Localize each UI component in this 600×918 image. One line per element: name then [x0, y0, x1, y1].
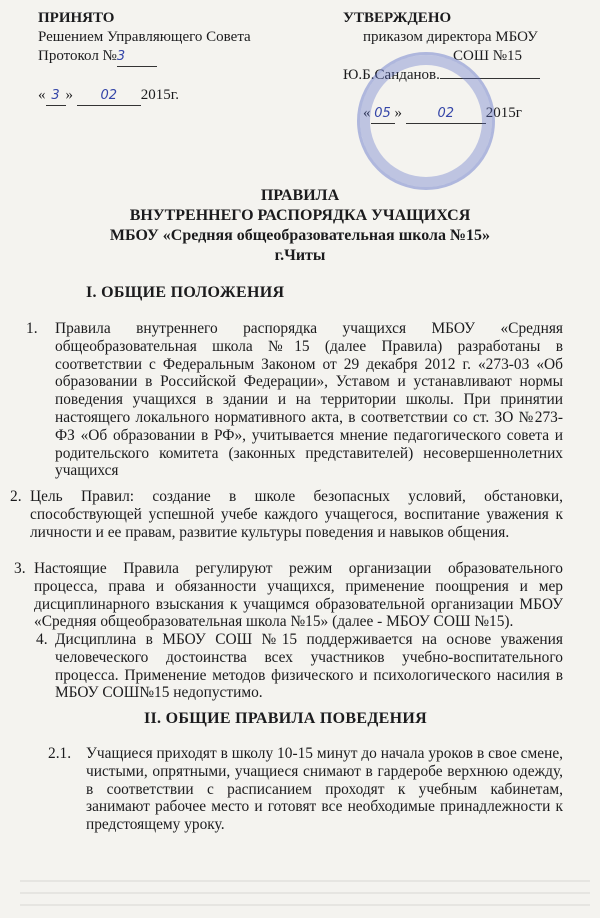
accepted-heading: ПРИНЯТО — [38, 10, 115, 26]
date-quote-open: « — [38, 87, 46, 103]
section-1-item-1: Правила внутреннего распорядка учащихся МБОУ «Средняя общеобразовательная школа №15 (далее Правила) разработаны в соответствии с Федеральным Законом от 29 декабря 2012 г. «273-03 «Об образовании в Российской Федерации», Уставом и устанавливают нормы поведения учащихся в здании и на территории школы. При принятии настоящего локального нормативного акта, в соответствии со ст. ЗО №273- ФЗ «Об образовании в РФ», учитывается мнение педагогического совета и родительского комитета (законных представителей) несовершеннолетних учащихся — [55, 320, 563, 480]
protocol-line — [38, 47, 251, 67]
bleed-through-text — [20, 880, 590, 910]
doc-title-line3: МБОУ «Средняя общеобразовательная школа №15» — [109, 227, 491, 244]
council-decision-line: Решением Управляющего Совета — [38, 29, 251, 45]
stamp-seal-icon — [357, 52, 495, 190]
section-2-item-1: Учащиеся приходят в школу 10-15 минут до начала уроков в свое смене, чистыми, опрятными, учащиеся снимают в гардеробе верхнюю одежду, в соответствии с расписанием проходят к учебным кабинетам, занимают рабочее место и готовят все необходимые принадлежности к предстоящему уроку. — [86, 745, 563, 834]
protocol-label: Протокол № — [38, 48, 117, 64]
accepted-month: 02 — [77, 86, 141, 106]
item-number: 2. — [10, 488, 22, 505]
item-number: 3. — [14, 560, 26, 577]
protocol-number: 3 — [117, 47, 157, 67]
section-1-heading: I. ОБЩИЕ ПОЛОЖЕНИЯ — [86, 284, 285, 301]
approved-heading: УТВЕРЖДЕНО — [343, 10, 452, 26]
date-quote-open: « — [363, 105, 371, 121]
accepted-day: 3 — [46, 86, 66, 106]
approved-day: 05 — [371, 104, 395, 124]
doc-title-line4: г.Читы — [274, 247, 326, 264]
doc-title-line2: ВНУТРЕННЕГО РАСПОРЯДКА УЧАЩИХСЯ — [129, 207, 471, 224]
date-quote-close: » — [65, 87, 73, 103]
item-number: 1. — [26, 320, 38, 337]
section-1-item-3: Настоящие Правила регулируют режим организации образовательного процесса, права и обязанности учащихся, применение поощрения и мер дисциплинарного взыскания к учащимся образовательной организации МБОУ «Средняя общеобразовательная школа №15» (далее - МБОУ СОШ №15). — [34, 560, 563, 631]
section-2-heading: II. ОБЩИЕ ПРАВИЛА ПОВЕДЕНИЯ — [144, 710, 427, 727]
approved-year: 2015г — [485, 105, 522, 121]
approved-month: 02 — [406, 104, 486, 124]
section-1-item-4: Дисциплина в МБОУ СОШ №15 поддерживается на основе уважения человеческого достоинства всех участников учебно-воспитательного процесса. Применение методов физического и психологического насилия в МБОУ СОШ№15 недопустимо. — [55, 631, 563, 702]
item-number: 2.1. — [48, 745, 72, 762]
section-1-item-2: Цель Правил: создание в школе безопасных условий, обстановки, способствующей успешной учебе каждого учащегося, воспитание уважения к личности и ее правам, развитие культуры поведения и навыков общения. — [30, 488, 563, 541]
accepted-year: 2015г. — [140, 87, 179, 103]
approval-block-left — [38, 9, 251, 106]
doc-title-line1: ПРАВИЛА — [260, 187, 340, 204]
item-number: 4. — [36, 631, 48, 648]
accepted-date — [38, 86, 251, 106]
school-line: СОШ №15 — [453, 48, 523, 64]
director-order-line: приказом директора МБОУ — [363, 29, 538, 45]
signer-name: Ю.Б.Санданов. — [343, 67, 440, 83]
date-quote-close: » — [394, 105, 402, 121]
